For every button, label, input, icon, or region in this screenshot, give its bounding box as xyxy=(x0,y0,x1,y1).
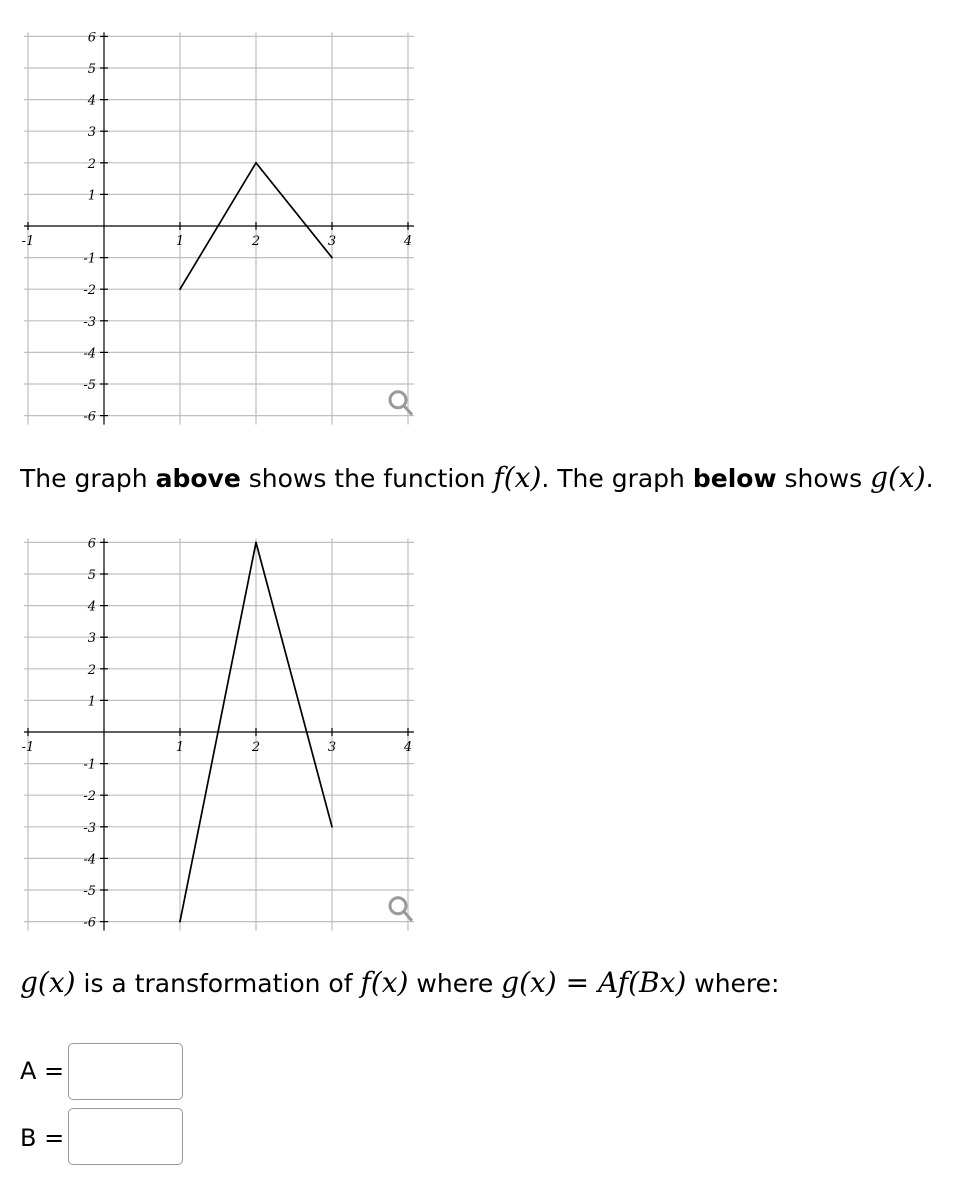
y-tick-label: 3 xyxy=(87,125,96,141)
graph-g xyxy=(0,524,440,944)
y-tick-label: 2 xyxy=(87,156,96,172)
x-tick-label: 4 xyxy=(403,740,413,755)
question-g-math: g(x) xyxy=(20,966,76,999)
question xyxy=(20,966,779,999)
x-tick-label: 1 xyxy=(175,740,185,755)
question-f-math: f(x) xyxy=(360,966,409,999)
y-tick-label: -5 xyxy=(83,884,96,899)
question-equals: = xyxy=(556,966,598,999)
magnifier-icon xyxy=(390,898,412,921)
y-tick-label: -2 xyxy=(83,283,96,299)
caption-text-3: . The graph xyxy=(541,464,693,493)
graph-f-svg xyxy=(0,18,440,438)
y-tick-label: -4 xyxy=(83,852,96,868)
y-tick-label: 6 xyxy=(87,30,96,46)
x-tick-label: 2 xyxy=(251,234,261,249)
question-text-3: where: xyxy=(686,969,780,998)
x-tick-label: 3 xyxy=(327,740,337,755)
caption-bold-above: above xyxy=(155,464,241,493)
graph-f xyxy=(0,18,440,438)
answer-b-input[interactable] xyxy=(68,1108,183,1165)
data-point xyxy=(179,921,181,923)
y-tick-label: -6 xyxy=(83,915,96,931)
magnifier-lens xyxy=(390,898,406,914)
caption-g-math: g(x) xyxy=(870,461,926,494)
data-point xyxy=(255,162,257,164)
caption-text-5: . xyxy=(925,464,934,493)
data-point xyxy=(255,542,257,544)
y-tick-label: 4 xyxy=(87,93,96,109)
y-tick-label: -2 xyxy=(83,789,96,805)
answer-a-label: A = xyxy=(20,1057,65,1085)
data-point xyxy=(179,288,181,290)
y-tick-label: -3 xyxy=(83,820,96,836)
data-point xyxy=(331,257,333,259)
question-text-1: is a transformation of xyxy=(75,969,361,998)
x-tick-label: 3 xyxy=(327,234,337,249)
caption-text-2: shows the function xyxy=(240,464,494,493)
caption-f-math: f(x) xyxy=(493,461,542,494)
graph-g-svg xyxy=(0,524,440,944)
y-tick-label: -1 xyxy=(83,251,96,267)
caption xyxy=(20,461,934,494)
y-tick-label: -3 xyxy=(83,314,96,330)
y-tick-label: -5 xyxy=(83,378,96,393)
x-tick-label: 4 xyxy=(403,234,413,249)
caption-bold-below: below xyxy=(692,464,777,493)
data-point xyxy=(331,826,333,828)
y-tick-label: -1 xyxy=(83,757,96,773)
answer-a-input[interactable] xyxy=(68,1043,183,1100)
y-tick-label: 2 xyxy=(87,662,96,678)
y-tick-label: 3 xyxy=(87,631,96,647)
magnifier-lens xyxy=(390,392,406,408)
y-tick-label: -4 xyxy=(83,346,96,362)
question-formula: Af(Bx) xyxy=(597,966,687,999)
y-tick-label: 1 xyxy=(87,188,96,204)
x-tick-label: 1 xyxy=(175,234,185,249)
x-tick-label: -1 xyxy=(21,740,35,755)
answer-b-label: B = xyxy=(20,1124,65,1152)
question-text-2: where xyxy=(408,969,502,998)
caption-text-4: shows xyxy=(776,464,871,493)
y-tick-label: 6 xyxy=(87,536,96,552)
y-tick-label: 5 xyxy=(87,62,96,77)
y-tick-label: 4 xyxy=(87,599,96,615)
magnifier-icon xyxy=(390,392,412,415)
x-tick-label: -1 xyxy=(21,234,35,249)
caption-text-1: The graph xyxy=(20,464,156,493)
y-tick-label: -6 xyxy=(83,409,96,425)
question-g-math-2: g(x) xyxy=(501,966,557,999)
x-tick-label: 2 xyxy=(251,740,261,755)
y-tick-label: 5 xyxy=(87,568,96,583)
y-tick-label: 1 xyxy=(87,694,96,710)
